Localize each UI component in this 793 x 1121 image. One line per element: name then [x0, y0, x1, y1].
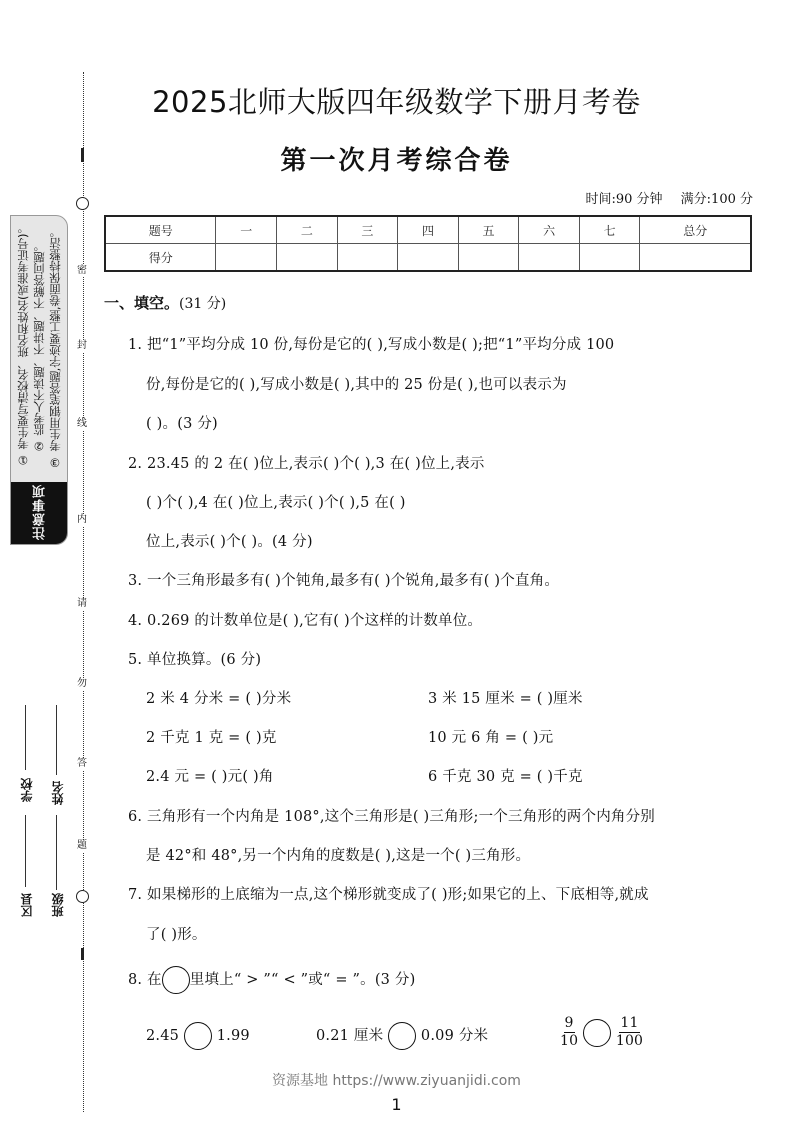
district-field-line[interactable] [25, 815, 26, 887]
seal-line-mark-bottom [81, 948, 84, 960]
question-4: 4. 0.269 的计数单位是( ),它有( )个这样的计数单位。 [128, 613, 483, 629]
binding-hole-top-icon [76, 197, 89, 210]
fraction-numerator: 9 [564, 1015, 574, 1031]
watermark-link[interactable]: 资源基地 https://www.ziyuanjidi.com [272, 1073, 521, 1089]
seal-char: 题 [77, 840, 87, 851]
name-label: 姓名 [51, 781, 65, 805]
question-8-title [128, 966, 415, 994]
exam-time: 时间:90 分钟 [585, 192, 663, 207]
comparison-circle-icon [162, 966, 190, 994]
score-table-header: 题号 [105, 216, 216, 244]
notice-item-1: ① 考生要写清校名、班名和姓名(或准考证号)。 [16, 222, 30, 468]
question-2-line-3: 位上,表示( )个( )。(4 分) [146, 534, 313, 550]
exam-subtitle: 第一次月考综合卷 [280, 146, 513, 176]
notice-title-block [11, 482, 67, 544]
question-7-line-2: 了( )形。 [146, 927, 207, 943]
question-8-item-3 [560, 1015, 643, 1050]
question-8-prefix: 8. 在 [128, 972, 162, 988]
question-7-line-1: 7. 如果梯形的上底缩为一点,这个梯形就变成了( )形;如果它的上、下底相等,就成 [128, 887, 649, 903]
compare-right-value: 0.09 分米 [420, 1028, 489, 1044]
section-points: (31 分) [179, 296, 227, 312]
score-table-score-row [105, 244, 751, 272]
notice-item-2: ② 监考人不读题、不讲题、不解答问题。 [32, 240, 46, 454]
fraction-right [616, 1015, 643, 1050]
score-table-header: 五 [458, 216, 519, 244]
compare-left-value: 0.21 厘米 [316, 1028, 384, 1044]
score-table-header: 六 [519, 216, 580, 244]
score-cell[interactable] [398, 244, 459, 272]
question-1-line-1: 1. 把“1”平均分成 10 份,每份是它的( ),写成小数是( );把“1”平均分成 100 [128, 337, 615, 353]
district-label: 区县 [20, 893, 34, 917]
question-5-item-1: 2 米 4 分米 = ( )分米 [146, 691, 292, 707]
seal-char: 密 [77, 265, 87, 276]
notice-box [10, 215, 68, 545]
score-cell[interactable] [337, 244, 398, 272]
fraction-numerator: 11 [620, 1015, 639, 1031]
question-8-item-2 [316, 1022, 488, 1050]
answer-circle-2[interactable] [388, 1022, 416, 1050]
score-cell[interactable] [458, 244, 519, 272]
compare-right-value: 1.99 [216, 1028, 250, 1044]
question-1-line-2: 份,每份是它的( ),写成小数是( ),其中的 25 份是( ),也可以表示为 [146, 377, 567, 393]
answer-circle-3[interactable] [583, 1019, 611, 1047]
fraction-denominator: 100 [615, 1033, 644, 1049]
score-table-header: 三 [337, 216, 398, 244]
notice-item-3: ③ 考生用钢笔答题,字迹要工整,卷面保持整洁。 [48, 226, 62, 470]
page-number: 1 [391, 1095, 402, 1114]
exam-full-score: 满分:100 分 [680, 192, 753, 207]
question-6-line-2: 是 42°和 48°,另一个内角的度数是( ),这是一个( )三角形。 [146, 848, 531, 864]
binding-hole-bottom-icon [76, 890, 89, 903]
section-title: 一、填空。 [104, 294, 180, 312]
fraction-denominator: 10 [560, 1033, 579, 1049]
question-8-suffix: 里填上“ > ”“ < ”或“ = ”。(3 分) [189, 972, 416, 988]
seal-char: 线 [77, 418, 87, 429]
exam-meta [571, 188, 753, 207]
seal-char: 内 [77, 514, 87, 525]
question-5-item-4: 10 元 6 角 = ( )元 [428, 730, 554, 746]
question-5-item-2: 3 米 15 厘米 = ( )厘米 [428, 691, 583, 707]
score-cell[interactable] [277, 244, 338, 272]
score-table-header: 总分 [640, 216, 751, 244]
seal-char: 请 [77, 598, 87, 609]
score-cell[interactable] [579, 244, 640, 272]
answer-circle-1[interactable] [184, 1022, 212, 1050]
score-table [104, 215, 752, 272]
score-table-header: 四 [398, 216, 459, 244]
score-table-header: 二 [277, 216, 338, 244]
exam-title: 2025北师大版四年级数学下册月考卷 [152, 85, 641, 119]
compare-left-value: 2.45 [146, 1028, 180, 1044]
name-field-line[interactable] [56, 705, 57, 775]
question-5-item-5: 2.4 元 = ( )元( )角 [146, 769, 274, 785]
seal-char: 答 [77, 758, 87, 769]
question-1-line-3: ( )。(3 分) [146, 416, 218, 432]
class-field-line[interactable] [56, 815, 57, 890]
question-2-line-1: 2. 23.45 的 2 在( )位上,表示( )个( ),3 在( )位上,表示 [128, 456, 485, 472]
question-2-line-2: ( )个( ),4 在( )位上,表示( )个( ),5 在( ) [146, 495, 406, 511]
question-6-line-1: 6. 三角形有一个内角是 108°,这个三角形是( )三角形;一个三角形的两个内角分别 [128, 809, 655, 825]
score-row-label: 得分 [105, 244, 216, 272]
fraction-left [560, 1015, 578, 1050]
section-heading [104, 292, 226, 313]
score-table-header-row [105, 216, 751, 244]
score-cell[interactable] [519, 244, 580, 272]
question-5-title: 5. 单位换算。(6 分) [128, 652, 262, 668]
question-5-item-3: 2 千克 1 克 = ( )克 [146, 730, 277, 746]
score-cell-total[interactable] [640, 244, 751, 272]
school-label: 学校 [20, 778, 34, 802]
seal-char: 勿 [77, 678, 87, 689]
question-5-item-6: 6 千克 30 克 = ( )千克 [428, 769, 583, 785]
notice-title: 注意事项 [33, 484, 48, 540]
seal-char: 封 [77, 340, 87, 351]
class-label: 班级 [51, 893, 65, 917]
question-3: 3. 一个三角形最多有( )个钝角,最多有( )个锐角,最多有( )个直角。 [128, 573, 560, 589]
score-table-header: 一 [216, 216, 277, 244]
question-8-item-1 [146, 1022, 250, 1050]
school-field-line[interactable] [25, 705, 26, 770]
score-cell[interactable] [216, 244, 277, 272]
score-table-header: 七 [579, 216, 640, 244]
